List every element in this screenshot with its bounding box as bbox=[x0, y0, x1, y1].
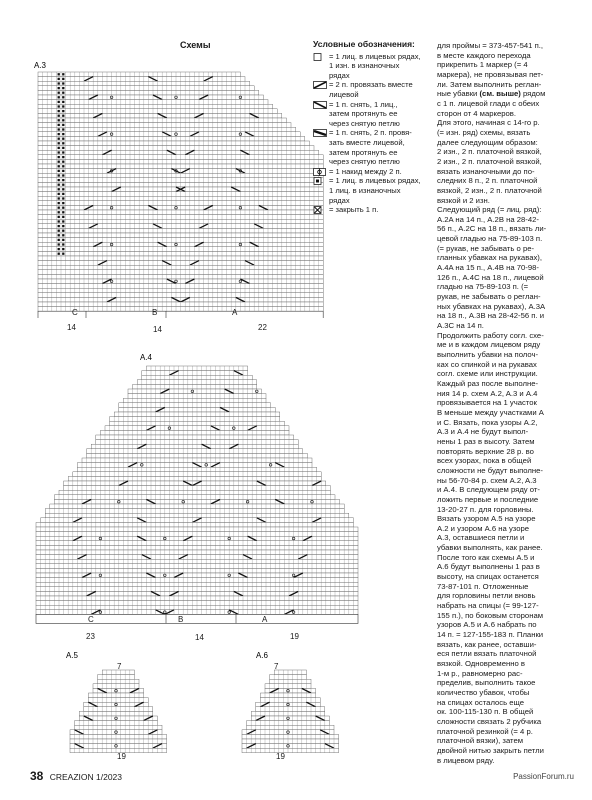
instructions-part1: для проймы = 373-457-541 п., в месте каждого перехода прикрепить 1 маркер (= 4 маркера), не провязывая пет- ли. Затем выполнить реглан- ные убавки bbox=[437, 41, 544, 99]
legend-item-ssk: = 1 п. снять, 1 лиц., затем протянуть ее через снятую петлю bbox=[313, 100, 435, 129]
chart-a6-label: A.6 bbox=[256, 652, 269, 660]
legend-item-k2tog: = 2 п. провязать вместе лицевой bbox=[313, 80, 435, 99]
page-footer bbox=[30, 769, 122, 783]
yo-icon bbox=[313, 168, 327, 176]
chart-a4 bbox=[30, 354, 362, 632]
symbol-legend bbox=[313, 40, 435, 215]
chart-a3 bbox=[34, 62, 326, 318]
chart-a6-bottom-count: 19 bbox=[276, 752, 285, 761]
chart-a3-label: A.3 bbox=[34, 62, 47, 70]
ssk-icon bbox=[313, 101, 327, 109]
chart-grid-cells bbox=[70, 670, 167, 753]
chart-a4-count-a: 19 bbox=[290, 632, 299, 641]
chart-a4-count-c: 23 bbox=[86, 632, 95, 641]
chart-a3-section-b: B bbox=[152, 308, 158, 317]
chart-grid-cells bbox=[38, 72, 323, 311]
legend-title: Условные обозначения: bbox=[313, 39, 415, 49]
legend-item-garter: = 1 лиц. в лицевых рядах, 1 лиц. в изнаночных рядах bbox=[313, 176, 435, 205]
page-number: 38 bbox=[30, 769, 44, 783]
magazine-name: CREAZION 1/2023 bbox=[49, 772, 123, 782]
instructions-see-above: (см. выше) bbox=[477, 89, 521, 99]
chart-a6 bbox=[238, 652, 348, 762]
chart-a5-top-count: 7 bbox=[117, 662, 122, 671]
bind-off-icon bbox=[313, 206, 327, 214]
chart-a6-top-count: 7 bbox=[274, 662, 279, 671]
chart-a3-section-c: C bbox=[72, 308, 78, 317]
legend-item-yo: = 1 накид между 2 п. bbox=[313, 167, 435, 177]
chart-a4-section-c: C bbox=[88, 615, 94, 624]
chart-a3-grid bbox=[34, 62, 326, 318]
purl-dot-icon bbox=[313, 177, 327, 185]
chart-a3-count-a: 22 bbox=[258, 323, 267, 332]
chart-a4-section-b: B bbox=[178, 615, 184, 624]
chart-grid-cells bbox=[36, 366, 358, 614]
watermark: PassionForum.ru bbox=[513, 772, 574, 781]
chart-a5-label: A.5 bbox=[66, 652, 79, 660]
chart-a3-section-a: A bbox=[232, 308, 238, 317]
chart-a6-grid bbox=[238, 652, 348, 762]
chart-a4-section-a: A bbox=[262, 615, 268, 624]
legend-item-sk2p: = 1 п. снять, 2 п. провя- зать вместе лицевой, затем протянуть ее через снятую петлю bbox=[313, 128, 435, 166]
instructions-text bbox=[437, 41, 587, 765]
chart-grid-cells bbox=[242, 670, 339, 753]
chart-a3-count-c: 14 bbox=[67, 323, 76, 332]
blank-cell-icon bbox=[313, 53, 327, 61]
chart-a4-grid bbox=[30, 354, 362, 632]
schemes-title: Схемы bbox=[180, 40, 211, 50]
sk2p-icon bbox=[313, 129, 327, 137]
chart-a5-bottom-count: 19 bbox=[117, 752, 126, 761]
legend-item-knit: = 1 лиц. в лицевых рядах, 1 изн. в изнаночных рядах bbox=[313, 52, 435, 81]
k2tog-icon bbox=[313, 81, 327, 89]
instructions-part2: рядом с 1 п. лицевой глади с обеих сторон от 4 маркеров. Для этого, начиная с 14-го р. (= изн. ряд) схемы, вязать далее следующим образом: 2 изн., 2 п. платочной вязкой, 2 изн., 2 п. платочной вязкой, вязать изнаночными до по- следних 8 п., 2 п. платочной вязкой, 2 изн., 2 п. платочной вязкой и 2 изн. Следующий ряд (= лиц. ряд): A.2A на 14 п., A.2B на 28-42- 56 п., A.2C на 18 п., вязать ли- цевой гладью на 75-89-103 п. (= рукав, не забывать о ре- гланных убавках на рукавах), A.4A на 15 п., A.4B на 70-98- 126 п., A.4C на 18 п., лицевой гладью на 75-89-103 п. (= рукав, не забывать о реглан- ных убавках на рукавах), A.3A на 18 п., A.3B на 28-42-56 п. и A.3C на 14 п. Продолжить работу согл. схе- ме и в каждом лицевом ряду выполнить убавки на полоч- ках со спинкой и на рукавах согл. схеме или инструкции. Каждый раз после выполне- ния 14 р. схем A.2, A.3 и A.4 провязывается на 1 участок В меньше между участками A и C. Вязать, пока узоры A.2, A.3 и A.4 не будут выпол- нены 1 раз в высоту. Затем повторять верхние 28 р. во всех узорах, пока в общей сложности не будут выполне- ны 56-70-84 р. схем A.2, A.3 и A.4. В следующем ряду от- ложить первые и последние 13-20-27 п. для горловины. Вязать узором A.5 на узоре A.2 и узором A.6 на узоре A.3, оставшиеся петли и убавки выполнять, как ранее. После того как схемы A.5 и A.6 будут выполнены 1 раз в высоту, на спицах останется 73-87-101 п. Отложенные для горловины петли вновь набрать на спицы (= 99-127- 155 п.), по боковым сторонам узоров A.5 и A.6 набрать по 14 п. = 127-155-183 п. Планки вязать, как ранее, оставши- еся петли вязать платочной вязкой. Одновременно в 1-м р., равномерно рас- пределив, выполнить такое количество убавок, чтобы на спицах осталось еще ок. 100-115-130 п. В общей сложности связать 2 рубчика платочной резинкой (= 4 р. платочной вязки), затем двойной нитью закрыть петли в лицевом ряду. bbox=[437, 89, 547, 765]
legend-item-bind-off: = закрыть 1 п. bbox=[313, 205, 435, 215]
chart-a3-count-b: 14 bbox=[153, 325, 162, 334]
chart-a4-count-b: 14 bbox=[195, 633, 204, 642]
chart-a4-label: A.4 bbox=[140, 354, 153, 362]
